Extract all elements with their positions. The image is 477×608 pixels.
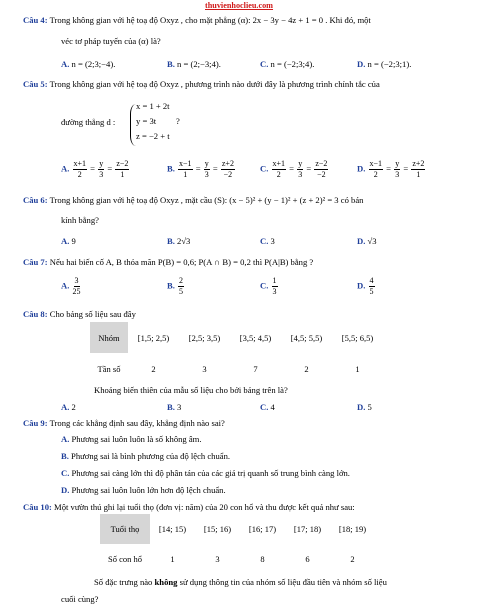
q6-option-c[interactable]: C. 3 (260, 236, 275, 246)
q10-count: 8 (260, 554, 265, 564)
q8-table (90, 322, 383, 384)
q7-option-b[interactable]: B. $\frac{2}{5}$ (167, 276, 184, 296)
q8-option-b[interactable]: B. 3 (167, 402, 182, 412)
q8-group: [3,5; 4,5) (239, 332, 272, 343)
q9-line1 (23, 418, 225, 428)
q8-group: [1,5; 2,5) (137, 332, 170, 343)
q8-freq: 2 (151, 363, 156, 374)
q5-option-b[interactable]: B. $\frac{x-1}{1}$ = $\frac{y}{3}$ = $\frac{z+2}{-2}$ (167, 159, 234, 179)
q8-label: Câu 8: (23, 309, 48, 319)
q10-group: [18; 19) (338, 524, 367, 534)
q5-label: Câu 5: (23, 79, 48, 89)
q9-option-d[interactable]: D. Phương sai luôn luôn lớn hơn độ lệch chuẩn. (61, 485, 226, 495)
q5-line1 (23, 79, 380, 89)
q8-freq: 1 (355, 363, 360, 374)
q4-option-b[interactable]: B. n = (2;−3;4). (167, 59, 221, 69)
q5-stem: Trong không gian với hệ toạ độ Oxyz , phương trình nào dưới đây là phương trình chính tắc của (49, 79, 380, 89)
q6-stem: Trong không gian với hệ toạ độ Oxyz , mặt cầu (S): (x − 5)² + (y − 1)² + (z + 2)² = 3 có bán (49, 195, 364, 205)
q10-group: [14; 15) (158, 524, 187, 534)
q8-group: [4,5; 5,5) (290, 332, 323, 343)
q10-count: 3 (215, 554, 220, 564)
q5-option-d[interactable]: D. $\frac{x-1}{2}$ = $\frac{y}{3}$ = $\frac{z+2}{1}$ (357, 159, 425, 179)
q5-line2: đường thẳng d : (61, 117, 116, 127)
q10-group: [16; 17) (248, 524, 277, 534)
q8-group: [2,5; 3,5) (188, 332, 221, 343)
q10-label: Câu 10: (23, 502, 52, 512)
q10-group: [17; 18) (293, 524, 322, 534)
q8-freq: 2 (304, 363, 309, 374)
q6-option-a[interactable]: A. 9 (61, 236, 76, 246)
q10-table (100, 514, 375, 574)
q8-question: Khoảng biến thiên của mẫu số liệu cho bởi bảng trên là? (94, 385, 288, 395)
q8-table-head-2: Tần số (97, 363, 121, 374)
q7-option-c[interactable]: C. $\frac{1}{3}$ (260, 276, 277, 296)
q5-sys-y: y = 3t (136, 116, 157, 126)
q6-line1 (23, 195, 363, 205)
site-header[interactable]: thuvienhoclieu.com (205, 1, 274, 10)
q10-group: [15; 16) (203, 524, 232, 534)
q8-freq: 3 (202, 363, 207, 374)
q7-option-d[interactable]: D. $\frac{4}{5}$ (357, 276, 374, 296)
q6-line2: kính bằng? (61, 215, 99, 225)
q8-option-d[interactable]: D. 5 (357, 402, 372, 412)
q10-keyword: không (154, 577, 178, 587)
q9-stem: Trong các khẳng định sau đây, khẳng định nào sai? (49, 418, 225, 428)
q4-line2: véc tơ pháp tuyến của (α) là? (61, 36, 161, 46)
q10-stem: Một vườn thú ghi lại tuổi thọ (đơn vị: năm) của 20 con hổ và thu được kết quả như sau: (54, 502, 355, 512)
q9-option-c[interactable]: C. Phương sai càng lớn thì độ phân tán của các giá trị quanh số trung bình càng lớn. (61, 468, 350, 478)
q7-line1 (23, 257, 313, 267)
q5-sys-z: z = −2 + t (136, 131, 170, 141)
q4-option-a[interactable]: A. n = (2;3;−4). (61, 59, 116, 69)
q4-option-d[interactable]: D. n = (−2;3;1). (357, 59, 412, 69)
q4-option-c[interactable]: C. n = (−2;3;4). (260, 59, 315, 69)
q4-line1 (23, 15, 371, 25)
q5-option-c[interactable]: C. $\frac{x+1}{2}$ = $\frac{y}{3}$ = $\frac{z-2}{-2}$ (260, 159, 328, 179)
q10-question: Số đặc trưng nào không sử dụng thông tin của nhóm số liệu đầu tiên và nhóm số liệu (94, 577, 387, 587)
q8-stem: Cho bảng số liệu sau đây (49, 309, 136, 319)
q5-sys-x: x = 1 + 2t (136, 101, 170, 111)
q8-line1 (23, 309, 136, 319)
q7-label: Câu 7: (23, 257, 48, 267)
q10-question-line2: cuối cùng? (61, 594, 99, 604)
q4-label: Câu 4: (23, 15, 48, 25)
q8-option-c[interactable]: C. 4 (260, 402, 275, 412)
q9-option-a[interactable]: A. Phương sai luôn luôn là số không âm. (61, 434, 202, 444)
q7-stem: Nếu hai biến cố A, B thỏa mãn P(B) = 0,6; P(A ∩ B) = 0,2 thì P(A|B) bằng ? (49, 257, 314, 267)
q10-line1 (23, 502, 355, 512)
q10-count: 2 (350, 554, 355, 564)
q9-label: Câu 9: (23, 418, 48, 428)
q7-option-a[interactable]: A. $\frac{3}{25}$ (61, 276, 81, 296)
q6-label: Câu 6: (23, 195, 48, 205)
q4-stem: Trong không gian với hệ toạ độ Oxyz , cho mặt phẳng (α): 2x − 3y − 4z + 1 = 0 . Khi đó, một (49, 15, 371, 25)
q10-count: 6 (305, 554, 310, 564)
q8-table-head-1: Nhóm (90, 322, 128, 353)
q5-option-a[interactable]: A. $\frac{x+1}{2}$ = $\frac{y}{3}$ = $\frac{z-2}{1}$ (61, 159, 129, 179)
q8-group: [5,5; 6,5) (341, 332, 374, 343)
q8-option-a[interactable]: A. 2 (61, 402, 76, 412)
q8-freq: 7 (253, 363, 258, 374)
q5-question-mark: ? (176, 116, 180, 126)
q9-option-b[interactable]: B. Phương sai là bình phương của độ lệch chuẩn. (61, 451, 231, 461)
q6-option-b[interactable]: B. 2√3 (167, 236, 191, 246)
q10-table-head-1: Tuổi thọ (100, 514, 150, 544)
q10-table-head-2: Số con hổ (108, 554, 142, 564)
q10-count: 1 (170, 554, 175, 564)
q6-option-d[interactable]: D. √3 (357, 236, 377, 246)
